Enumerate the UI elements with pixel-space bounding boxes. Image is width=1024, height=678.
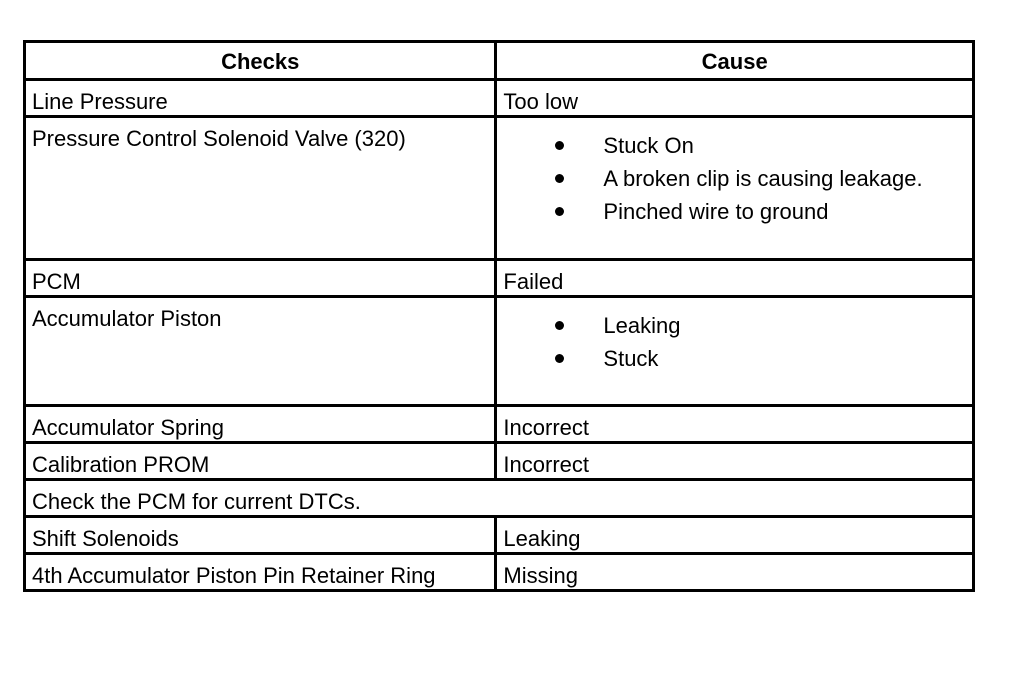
note-cell: Check the PCM for current DTCs. [25,480,974,517]
table-row [25,443,974,480]
table-row [25,554,974,591]
cause-cell: Failed [496,260,974,297]
table-row [25,480,974,517]
check-cell: PCM [25,260,496,297]
table-row [25,406,974,443]
diagnostic-table [23,40,975,592]
check-cell: Accumulator Piston [25,297,496,406]
cause-cell: Too low [496,80,974,117]
cause-list-item: Pinched wire to ground [503,195,966,228]
cause-cell: Incorrect [496,443,974,480]
cause-cell: Incorrect [496,406,974,443]
cause-list [503,126,966,228]
header-row [25,42,974,80]
table-row [25,297,974,406]
cause-list-item: A broken clip is causing leakage. [503,162,966,195]
table-row [25,260,974,297]
cause-list-item: Stuck [503,342,966,375]
check-cell: Line Pressure [25,80,496,117]
check-cell: Pressure Control Solenoid Valve (320) [25,117,496,260]
header-cause: Cause [496,42,974,80]
cause-list-item: Stuck On [503,129,966,162]
check-cell: Accumulator Spring [25,406,496,443]
check-cell: Shift Solenoids [25,517,496,554]
header-checks: Checks [25,42,496,80]
cause-cell [496,117,974,260]
table-row [25,80,974,117]
check-cell: 4th Accumulator Piston Pin Retainer Ring [25,554,496,591]
cause-list [503,306,966,375]
cause-cell: Missing [496,554,974,591]
table-row [25,117,974,260]
cause-list-item: Leaking [503,309,966,342]
check-cell: Calibration PROM [25,443,496,480]
table-row [25,517,974,554]
cause-cell [496,297,974,406]
cause-cell: Leaking [496,517,974,554]
